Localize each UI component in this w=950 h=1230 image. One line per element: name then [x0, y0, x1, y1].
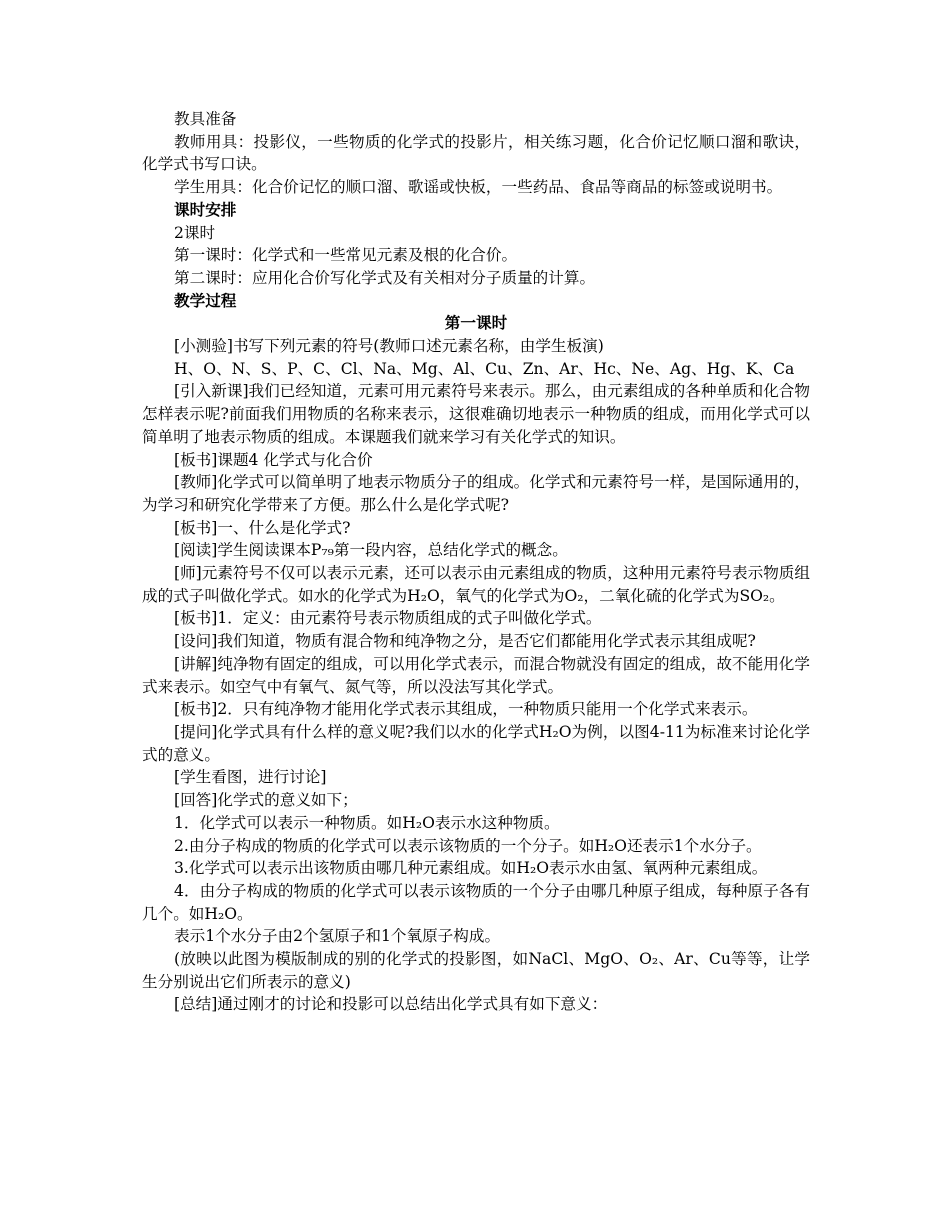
paragraph: [板书]一、什么是化学式? [174, 518, 351, 537]
paragraph: 第一课时：化学式和一些常见元素及根的化合价。 [174, 246, 518, 265]
lesson-title: 第一课时 [444, 314, 508, 333]
paragraph: [讲解]纯净物有固定的组成，可以用化学式表示，而混合物就没有固定的组成，故不能用化学式来表示。如空气中有氧气、氮气等，所以没法写其化学式。 [142, 654, 810, 696]
paragraph: [板书]课题4 化学式与化合价 [174, 450, 373, 469]
paragraph: [学生看图，进行讨论] [174, 768, 327, 787]
paragraph: [板书]2．只有纯净物才能用化学式表示其组成，一种物质只能用一个化学式来表示。 [174, 700, 758, 719]
paragraph: [回答]化学式的意义如下； [174, 791, 358, 810]
paragraph: 学生用具：化合价记忆的顺口溜、歌谣或快板，一些药品、食品等商品的标签或说明书。 [174, 178, 783, 197]
section-heading: 教学过程 [174, 291, 237, 310]
paragraph: 表示1个水分子由2个氢原子和1个氧原子构成。 [174, 927, 501, 946]
paragraph: 2.由分子构成的物质的化学式可以表示该物质的一个分子。如H₂O还表示1个水分子。 [174, 836, 762, 855]
paragraph: 教师用具：投影仪，一些物质的化学式的投影片，相关练习题，化合价记忆顺口溜和歌诀，化学式书写口诀。 [142, 132, 810, 174]
paragraph: [总结]通过刚才的讨论和投影可以总结出化学式具有如下意义： [174, 995, 608, 1014]
section-heading: 课时安排 [174, 200, 237, 219]
paragraph: 4．由分子构成的物质的化学式可以表示该物质的一个分子由哪几种原子组成，每种原子各有几个。如H₂O。 [142, 881, 810, 923]
paragraph: 第二课时：应用化合价写化学式及有关相对分子质量的计算。 [174, 268, 596, 287]
paragraph: 1．化学式可以表示一种物质。如H₂O表示水这种物质。 [174, 813, 560, 832]
paragraph: [提问]化学式具有什么样的意义呢?我们以水的化学式H₂O为例，以图4-11为标准来讨论化学式的意义。 [142, 722, 810, 764]
paragraph: [板书]1．定义：由元素符号表示物质组成的式子叫做化学式。 [174, 609, 602, 628]
paragraph: [师]元素符号不仅可以表示元素，还可以表示由元素组成的物质，这种用元素符号表示物质组成的式子叫做化学式。如水的化学式为H₂O，氧气的化学式为O₂，二氧化硫的化学式为SO₂。 [142, 564, 810, 605]
paragraph: [小测验]书写下列元素的符号(教师口述元素名称，由学生板演) [174, 337, 604, 356]
paragraph: 3.化学式可以表示出该物质由哪几种元素组成。如H₂O表示水由氢、氧两种元素组成。 [174, 859, 768, 878]
paragraph: [教师]化学式可以简单明了地表示物质分子的组成。化学式和元素符号一样，是国际通用的，为学习和研究化学带来了方便。那么什么是化学式呢? [142, 473, 810, 514]
paragraph: 教具准备 [174, 110, 237, 128]
paragraph: [引入新课]我们已经知道，元素可用元素符号来表示。那么，由元素组成的各种单质和化合物怎样表示呢?前面我们用物质的名称来表示，这很难确切地表示一种物质的组成，而用化学式可以简单明了地表示物质的组成。本课题我们就来学习有关化学式的知识。 [142, 382, 810, 446]
document-page [142, 108, 810, 1016]
element-symbol-list: H、O、N、S、P、C、Cl、Na、Mg、Al、Cu、Zn、Ar、Hc、Ne、Ag、Hg、K、Ca [174, 359, 795, 378]
paragraph: [设问]我们知道，物质有混合物和纯净物之分，是否它们都能用化学式表示其组成呢? [174, 632, 756, 651]
paragraph: [阅读]学生阅读课本P₇₉第一段内容，总结化学式的概念。 [174, 541, 568, 560]
paragraph: 2课时 [174, 223, 216, 242]
paragraph: (放映以此图为模版制成的别的化学式的投影图，如NaCl、MgO、O₂、Ar、Cu等等，让学生分别说出它们所表示的意义) [142, 950, 810, 991]
